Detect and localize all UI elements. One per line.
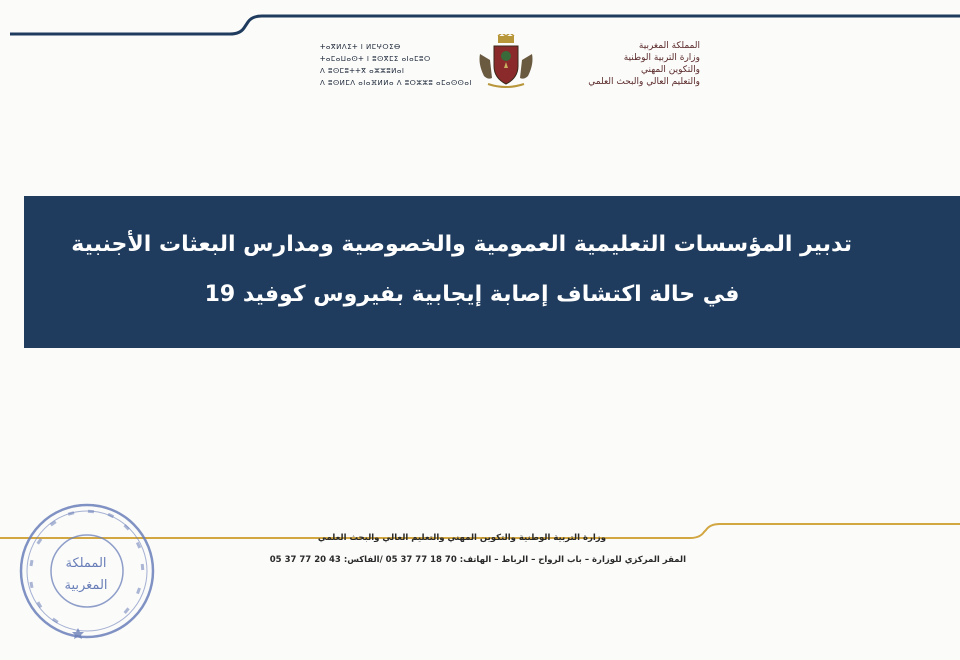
header-arabic-line: المملكة المغربية [638, 41, 700, 51]
header-arabic-line: وزارة التربية الوطنية [623, 53, 700, 63]
footer-ministry-name: وزارة التربية الوطنية والتكوين المهني والتعليم العالي والبحث العلمي [317, 533, 606, 543]
header-tifinagh-line: ⴷ ⵓⵙⵎⵓⵜⵜⴳ ⴰⵣⵣⵓⵍⴰⵏ [320, 67, 405, 75]
document-title-line-2: في حالة اكتشاف إصابة إيجابية بفيروس كوفيد 19 [204, 282, 740, 307]
stamp-text-line: المغربية [64, 578, 108, 593]
footer-address-contact: المقر المركزي للوزارة – باب الرواح – الرباط – الهاتف: 70 18 77 37 05 /الفاكس: 43 20 77 37 05 [269, 555, 686, 565]
document-title-line-1: تدبير المؤسسات التعليمية العمومية والخصوصية ومدارس البعثات الأجنبية [71, 232, 852, 257]
header-arabic-line: والتكوين المهني [641, 65, 700, 75]
ministry-header-tifinagh [320, 41, 476, 89]
header-tifinagh-line: ⵜⴰⴳⵍⴷⵉⵜ ⵏ ⵍⵎⵖⵔⵉⴱ [320, 43, 401, 51]
header-tifinagh-line: ⴷ ⵓⵙⵍⵎⴷ ⴰⵏⴰⴼⵍⵍⴰ ⴷ ⵓⵔⵣⵣⵓ ⴰⵎⴰⵙⵙⴰⵏ [320, 79, 472, 87]
header-arabic-line: والتعليم العالي والبحث العلمي [588, 77, 700, 87]
stamp-text-line: المملكة [65, 556, 107, 571]
stamp-center-text [36, 553, 136, 597]
header-tifinagh-line: ⵜⴰⵎⴰⵡⴰⵙⵜ ⵏ ⵓⵙⴳⵎⵉ ⴰⵏⴰⵎⵓⵔ [320, 55, 431, 63]
ministry-header-arabic [540, 40, 700, 88]
title-band [24, 196, 960, 348]
moroccan-coat-of-arms-icon [476, 34, 536, 90]
